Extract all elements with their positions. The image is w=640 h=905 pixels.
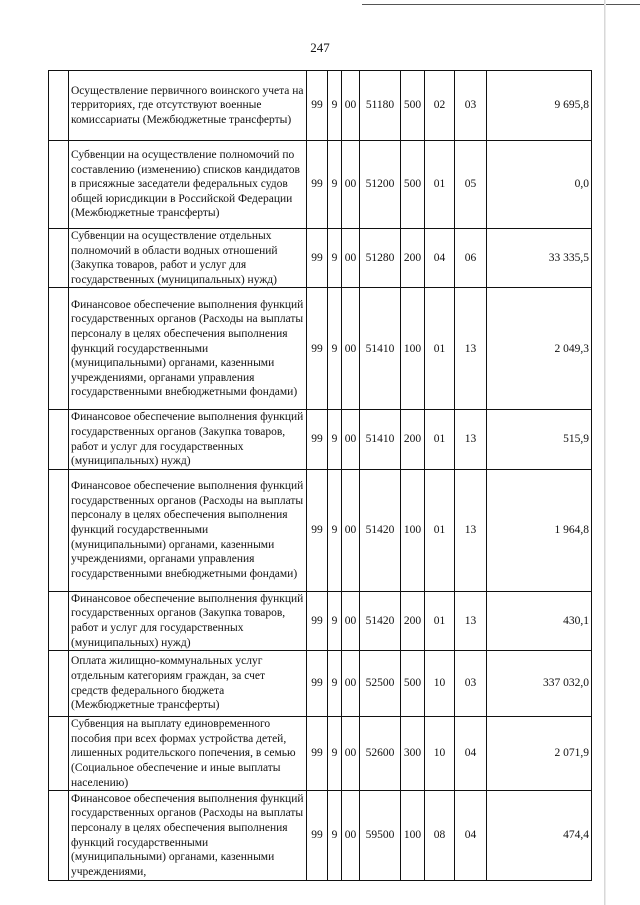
expense-name-cell: Финансовое обеспечение выполнения функций государственных органов (Расходы на выплаты персоналу в целях обеспечения выполнения функций государственными (муниципальными) органами, казенными учреждениями, органами управления государственными внебюджетными фондами): [69, 288, 307, 410]
section-code-cell: 01: [425, 141, 455, 229]
expense-type-cell: 300: [401, 717, 425, 791]
expense-type-cell: 100: [401, 791, 425, 881]
row-blank-cell: [49, 288, 69, 410]
subprogram-code-cell: 9: [328, 469, 342, 591]
scan-edge-shadow: [604, 0, 606, 905]
table-row: [49, 791, 592, 881]
expense-code-cell: 51180: [360, 71, 401, 141]
expense-code-cell: 59500: [360, 791, 401, 881]
row-blank-cell: [49, 410, 69, 469]
top-rule: [362, 4, 640, 5]
amount-cell: 33 335,5: [487, 229, 592, 288]
direction-code-cell: 00: [342, 229, 360, 288]
table-row: [49, 591, 592, 650]
amount-cell: 2 049,3: [487, 288, 592, 410]
direction-code-cell: 00: [342, 651, 360, 717]
subprogram-code-cell: 9: [328, 791, 342, 881]
expense-name-cell: Финансовое обеспечение выполнения функций государственных органов (Закупка товаров, работ и услуг для государственных (муниципальных) нужд): [69, 410, 307, 469]
section-code-cell: 01: [425, 410, 455, 469]
expense-name-cell: Субвенции на осуществление полномочий по составлению (изменению) списков кандидатов в присяжные заседатели федеральных судов общей юрисдикции в Российской Федерации (Межбюджетные трансферты): [69, 141, 307, 229]
subsection-code-cell: 13: [455, 288, 487, 410]
subsection-code-cell: 03: [455, 651, 487, 717]
subsection-code-cell: 05: [455, 141, 487, 229]
direction-code-cell: 00: [342, 791, 360, 881]
amount-cell: 515,9: [487, 410, 592, 469]
expense-code-cell: 51410: [360, 410, 401, 469]
expense-type-cell: 500: [401, 141, 425, 229]
expense-name-cell: Оплата жилищно-коммунальных услуг отдельным категориям граждан, за счет средств федерального бюджета (Межбюджетные трансферты): [69, 651, 307, 717]
row-blank-cell: [49, 229, 69, 288]
amount-cell: 9 695,8: [487, 71, 592, 141]
row-blank-cell: [49, 651, 69, 717]
table-row: [49, 71, 592, 141]
expense-name-cell: Субвенция на выплату единовременного пособия при всех формах устройства детей, лишенных родительского попечения, в семью (Социальное обеспечение и иные выплаты населению): [69, 717, 307, 791]
direction-code-cell: 00: [342, 410, 360, 469]
expense-type-cell: 200: [401, 229, 425, 288]
subsection-code-cell: 13: [455, 410, 487, 469]
program-code-cell: 99: [307, 717, 328, 791]
subprogram-code-cell: 9: [328, 591, 342, 650]
table-row: [49, 229, 592, 288]
expense-type-cell: 100: [401, 288, 425, 410]
direction-code-cell: 00: [342, 141, 360, 229]
direction-code-cell: 00: [342, 71, 360, 141]
program-code-cell: 99: [307, 229, 328, 288]
direction-code-cell: 00: [342, 288, 360, 410]
amount-cell: 430,1: [487, 591, 592, 650]
section-code-cell: 01: [425, 591, 455, 650]
expense-name-cell: Осуществление первичного воинского учета на территориях, где отсутствуют военные комиссариаты (Межбюджетные трансферты): [69, 71, 307, 141]
table-row: [49, 651, 592, 717]
expense-type-cell: 200: [401, 410, 425, 469]
program-code-cell: 99: [307, 591, 328, 650]
program-code-cell: 99: [307, 288, 328, 410]
row-blank-cell: [49, 141, 69, 229]
expense-type-cell: 500: [401, 71, 425, 141]
subprogram-code-cell: 9: [328, 410, 342, 469]
expense-type-cell: 500: [401, 651, 425, 717]
program-code-cell: 99: [307, 469, 328, 591]
amount-cell: 474,4: [487, 791, 592, 881]
expense-name-cell: Субвенции на осуществление отдельных полномочий в области водных отношений (Закупка товаров, работ и услуг для государственных (муниципальных) нужд): [69, 229, 307, 288]
subsection-code-cell: 13: [455, 469, 487, 591]
program-code-cell: 99: [307, 651, 328, 717]
row-blank-cell: [49, 591, 69, 650]
row-blank-cell: [49, 717, 69, 791]
row-blank-cell: [49, 791, 69, 881]
subprogram-code-cell: 9: [328, 651, 342, 717]
subprogram-code-cell: 9: [328, 717, 342, 791]
section-code-cell: 10: [425, 651, 455, 717]
program-code-cell: 99: [307, 141, 328, 229]
section-code-cell: 02: [425, 71, 455, 141]
expense-type-cell: 100: [401, 469, 425, 591]
page-number: 247: [310, 40, 330, 55]
expense-code-cell: 52500: [360, 651, 401, 717]
expense-name-cell: Финансовое обеспечения выполнения функций государственных органов (Расходы на выплаты персоналу в целях обеспечения выполнения функций государственными (муниципальными) органами, казенными учреждениями,: [69, 791, 307, 881]
amount-cell: 337 032,0: [487, 651, 592, 717]
expense-code-cell: 51410: [360, 288, 401, 410]
direction-code-cell: 00: [342, 469, 360, 591]
amount-cell: 0,0: [487, 141, 592, 229]
subsection-code-cell: 04: [455, 791, 487, 881]
table-row: [49, 288, 592, 410]
expense-code-cell: 51280: [360, 229, 401, 288]
budget-table: [48, 70, 592, 881]
section-code-cell: 01: [425, 469, 455, 591]
direction-code-cell: 00: [342, 591, 360, 650]
table-body: [49, 71, 592, 881]
program-code-cell: 99: [307, 791, 328, 881]
subsection-code-cell: 04: [455, 717, 487, 791]
expense-code-cell: 52600: [360, 717, 401, 791]
program-code-cell: 99: [307, 410, 328, 469]
table-row: [49, 141, 592, 229]
expense-code-cell: 51200: [360, 141, 401, 229]
subprogram-code-cell: 9: [328, 71, 342, 141]
section-code-cell: 01: [425, 288, 455, 410]
expense-code-cell: 51420: [360, 591, 401, 650]
expense-type-cell: 200: [401, 591, 425, 650]
program-code-cell: 99: [307, 71, 328, 141]
amount-cell: 2 071,9: [487, 717, 592, 791]
expense-name-cell: Финансовое обеспечение выполнения функций государственных органов (Расходы на выплаты персоналу в целях обеспечения выполнения функций государственными (муниципальными) органами, казенными учреждениями, органами управления государственными внебюджетными фондами): [69, 469, 307, 591]
row-blank-cell: [49, 469, 69, 591]
table-row: [49, 717, 592, 791]
expense-code-cell: 51420: [360, 469, 401, 591]
table-row: [49, 469, 592, 591]
expense-name-cell: Финансовое обеспечение выполнения функций государственных органов (Закупка товаров, работ и услуг для государственных (муниципальных) нужд): [69, 591, 307, 650]
section-code-cell: 08: [425, 791, 455, 881]
row-blank-cell: [49, 71, 69, 141]
subprogram-code-cell: 9: [328, 229, 342, 288]
table-row: [49, 410, 592, 469]
section-code-cell: 04: [425, 229, 455, 288]
section-code-cell: 10: [425, 717, 455, 791]
subsection-code-cell: 13: [455, 591, 487, 650]
subprogram-code-cell: 9: [328, 288, 342, 410]
subprogram-code-cell: 9: [328, 141, 342, 229]
amount-cell: 1 964,8: [487, 469, 592, 591]
subsection-code-cell: 03: [455, 71, 487, 141]
subsection-code-cell: 06: [455, 229, 487, 288]
direction-code-cell: 00: [342, 717, 360, 791]
